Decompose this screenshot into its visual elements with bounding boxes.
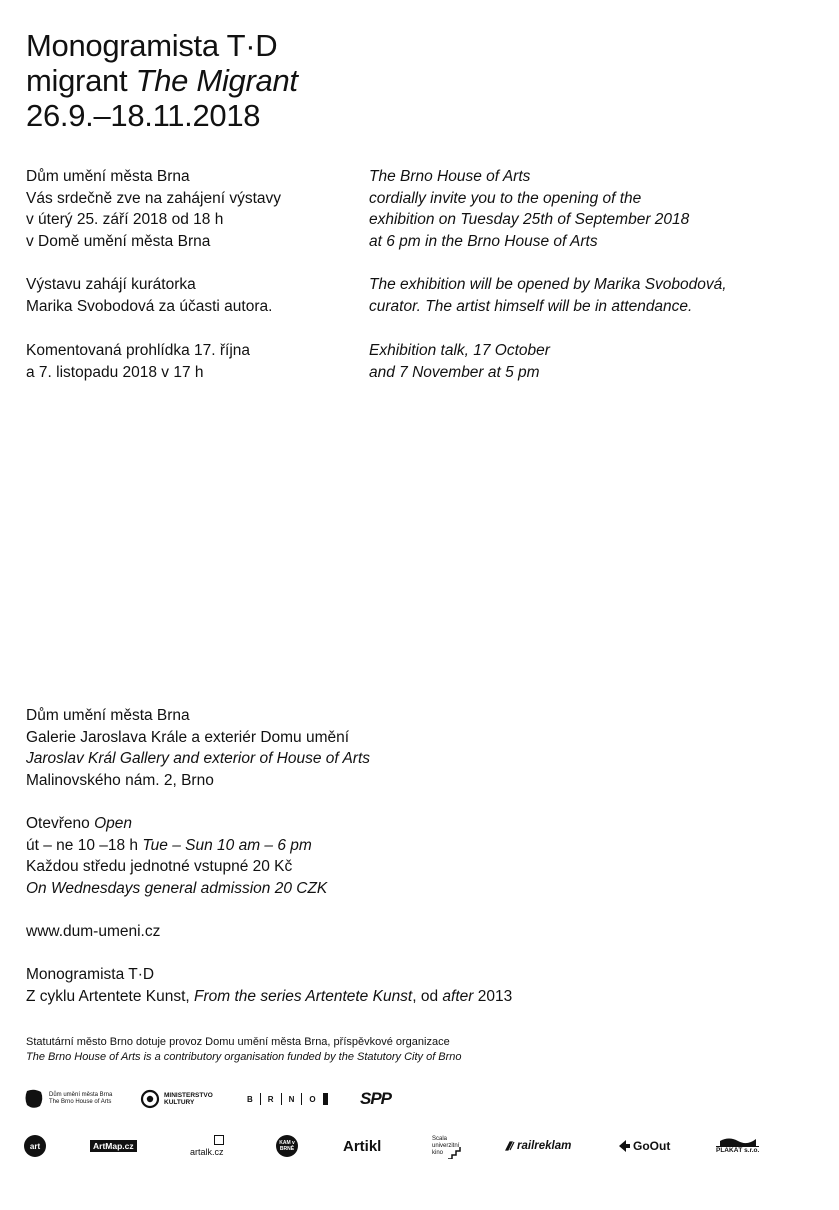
- brno-divider: [281, 1093, 282, 1105]
- goout-logo: [618, 1138, 670, 1154]
- venue-name: Dům umění města Brna: [26, 707, 190, 724]
- spp-logo: SPP: [360, 1089, 392, 1108]
- ministerstvo-mark-icon: [140, 1089, 160, 1109]
- credit-series: [26, 986, 512, 1008]
- plakat-text: PLAKÁT s.r.o.: [716, 1146, 760, 1154]
- venue-info: [26, 705, 370, 792]
- venue-address: Malinovského nám. 2, Brno: [26, 772, 214, 790]
- invite-en-line: exhibition on Tuesday 25th of September 2018: [369, 211, 690, 229]
- exhibition-title: [26, 28, 298, 133]
- title-dates: 26.9.–18.11.2018: [26, 98, 261, 133]
- title-work-en: The Migrant: [135, 63, 298, 98]
- artalk-square-icon: [214, 1135, 224, 1145]
- scala-line2: univerzitní: [432, 1142, 460, 1149]
- year-cz: , od: [412, 987, 443, 1005]
- plakat-flag-icon: [720, 1136, 756, 1146]
- artikl-logo: Artikl: [343, 1137, 382, 1155]
- brno-divider: [260, 1093, 261, 1105]
- invite-cz-line: a 7. listopadu 2018 v 17 h: [26, 363, 204, 381]
- artwork-credit: [26, 964, 512, 1007]
- brno-logo: [247, 1091, 328, 1107]
- opening-hours: [26, 813, 327, 900]
- title-work-cz: migrant: [26, 63, 136, 98]
- series-cz: Z cyklu Artentete Kunst,: [26, 987, 194, 1005]
- brno-letter: B: [247, 1094, 253, 1104]
- invite-cz-block2: [26, 274, 272, 317]
- scala-line3: kino: [432, 1149, 444, 1156]
- ministerstvo-kultury-logo: [140, 1088, 213, 1110]
- invite-en-line: Exhibition talk, 17 October: [369, 342, 550, 359]
- goout-arrow-icon: [618, 1140, 630, 1152]
- invite-cz-block1: [26, 166, 281, 253]
- open-cz: Otevřeno: [26, 815, 95, 832]
- goout-text: GoOut: [633, 1139, 671, 1153]
- brno-letter: R: [267, 1094, 274, 1104]
- railreklam-mark-icon: [505, 1141, 515, 1151]
- days-en: Tue – Sun 10 am – 6 pm: [142, 836, 312, 854]
- artalk-logo: [190, 1133, 224, 1159]
- funding-en: The Brno House of Arts is a contributory organisation funded by the Statutory City of Brno: [26, 1050, 462, 1063]
- invite-cz-line: Komentovaná prohlídka 17. října: [26, 342, 251, 359]
- year-en: after: [442, 987, 474, 1005]
- artmap-text: ArtMap.cz: [90, 1140, 137, 1152]
- invite-cz-line: Marika Svobodová za účasti autora.: [26, 297, 273, 315]
- art-logo: art: [24, 1135, 46, 1157]
- brno-letter: O: [309, 1094, 316, 1104]
- invite-en-line: The exhibition will be opened by Marika Svobodová,: [369, 276, 727, 293]
- dum-umeni-mark-icon: [24, 1088, 44, 1110]
- railreklam-text: railreklam: [517, 1140, 572, 1152]
- brno-divider: [301, 1093, 302, 1105]
- scala-stairs-icon: [448, 1147, 462, 1159]
- website-link[interactable]: www.dum-umeni.cz: [26, 923, 161, 940]
- open-en: Open: [94, 815, 132, 832]
- open-heading: [26, 813, 327, 835]
- dum-umeni-line1: Dům umění města Brna: [49, 1092, 113, 1098]
- artmap-logo: [90, 1139, 137, 1153]
- venue-gallery-en: Jaroslav Král Gallery and exterior of House of Arts: [26, 750, 371, 768]
- venue-gallery-cz: Galerie Jaroslava Krále a exteriér Domu umění: [26, 728, 350, 746]
- artalk-text: artalk.cz: [190, 1147, 224, 1157]
- brno-letter: N: [288, 1094, 295, 1104]
- ministerstvo-text: [164, 1092, 213, 1106]
- invite-cz-block3: [26, 340, 250, 383]
- title-work: [26, 63, 298, 98]
- invite-en-line: curator. The artist himself will be in attendance.: [369, 297, 693, 315]
- wednesday-cz: Každou středu jednotné vstupné 20 Kč: [26, 858, 293, 876]
- invite-en-line: and 7 November at 5 pm: [369, 363, 540, 381]
- dum-umeni-text: [49, 1092, 112, 1106]
- open-days: [26, 835, 327, 857]
- invite-cz-line: v Domě umění města Brna: [26, 233, 211, 251]
- railreklam-logo: [505, 1138, 571, 1154]
- ministerstvo-line2: KULTURY: [164, 1099, 195, 1106]
- invite-cz-line: Vás srdečně zve na zahájení výstavy: [26, 189, 282, 207]
- funding-cz: Statutární město Brno dotuje provoz Domu umění města Brna, příspěvkové organizace: [26, 1036, 450, 1048]
- invite-en-line: at 6 pm in the Brno House of Arts: [369, 233, 598, 251]
- invite-cz-line: Výstavu zahájí kurátorka: [26, 276, 196, 293]
- dum-umeni-line2: The Brno House of Arts: [49, 1099, 112, 1105]
- invite-cz-line: v úterý 25. září 2018 od 18 h: [26, 211, 224, 229]
- wednesday-en: On Wednesdays general admission 20 CZK: [26, 880, 328, 898]
- brno-block: [323, 1093, 328, 1105]
- invite-en-block2: [369, 274, 727, 317]
- invite-en-line: The Brno House of Arts: [369, 168, 531, 185]
- ministerstvo-line1: MINISTERSTVO: [164, 1092, 213, 1099]
- kam-v-brne-logo: KAM v BRNĚ: [276, 1135, 298, 1157]
- invite-en-block3: [369, 340, 550, 383]
- scala-line1: Scala: [432, 1135, 448, 1142]
- plakat-logo: [716, 1133, 759, 1157]
- invite-cz-line: Dům umění města Brna: [26, 168, 190, 185]
- title-artist: Monogramista T·D: [26, 28, 278, 63]
- year-value: 2013: [473, 987, 513, 1005]
- dum-umeni-logo: [24, 1087, 112, 1111]
- days-cz: út – ne 10 –18 h: [26, 836, 143, 854]
- invite-en-line: cordially invite you to the opening of the: [369, 189, 642, 207]
- invite-en-block1: [369, 166, 689, 253]
- series-en: From the series Artentete Kunst: [194, 987, 413, 1005]
- credit-artist: Monogramista T·D: [26, 966, 155, 983]
- funding-note: [26, 1035, 462, 1064]
